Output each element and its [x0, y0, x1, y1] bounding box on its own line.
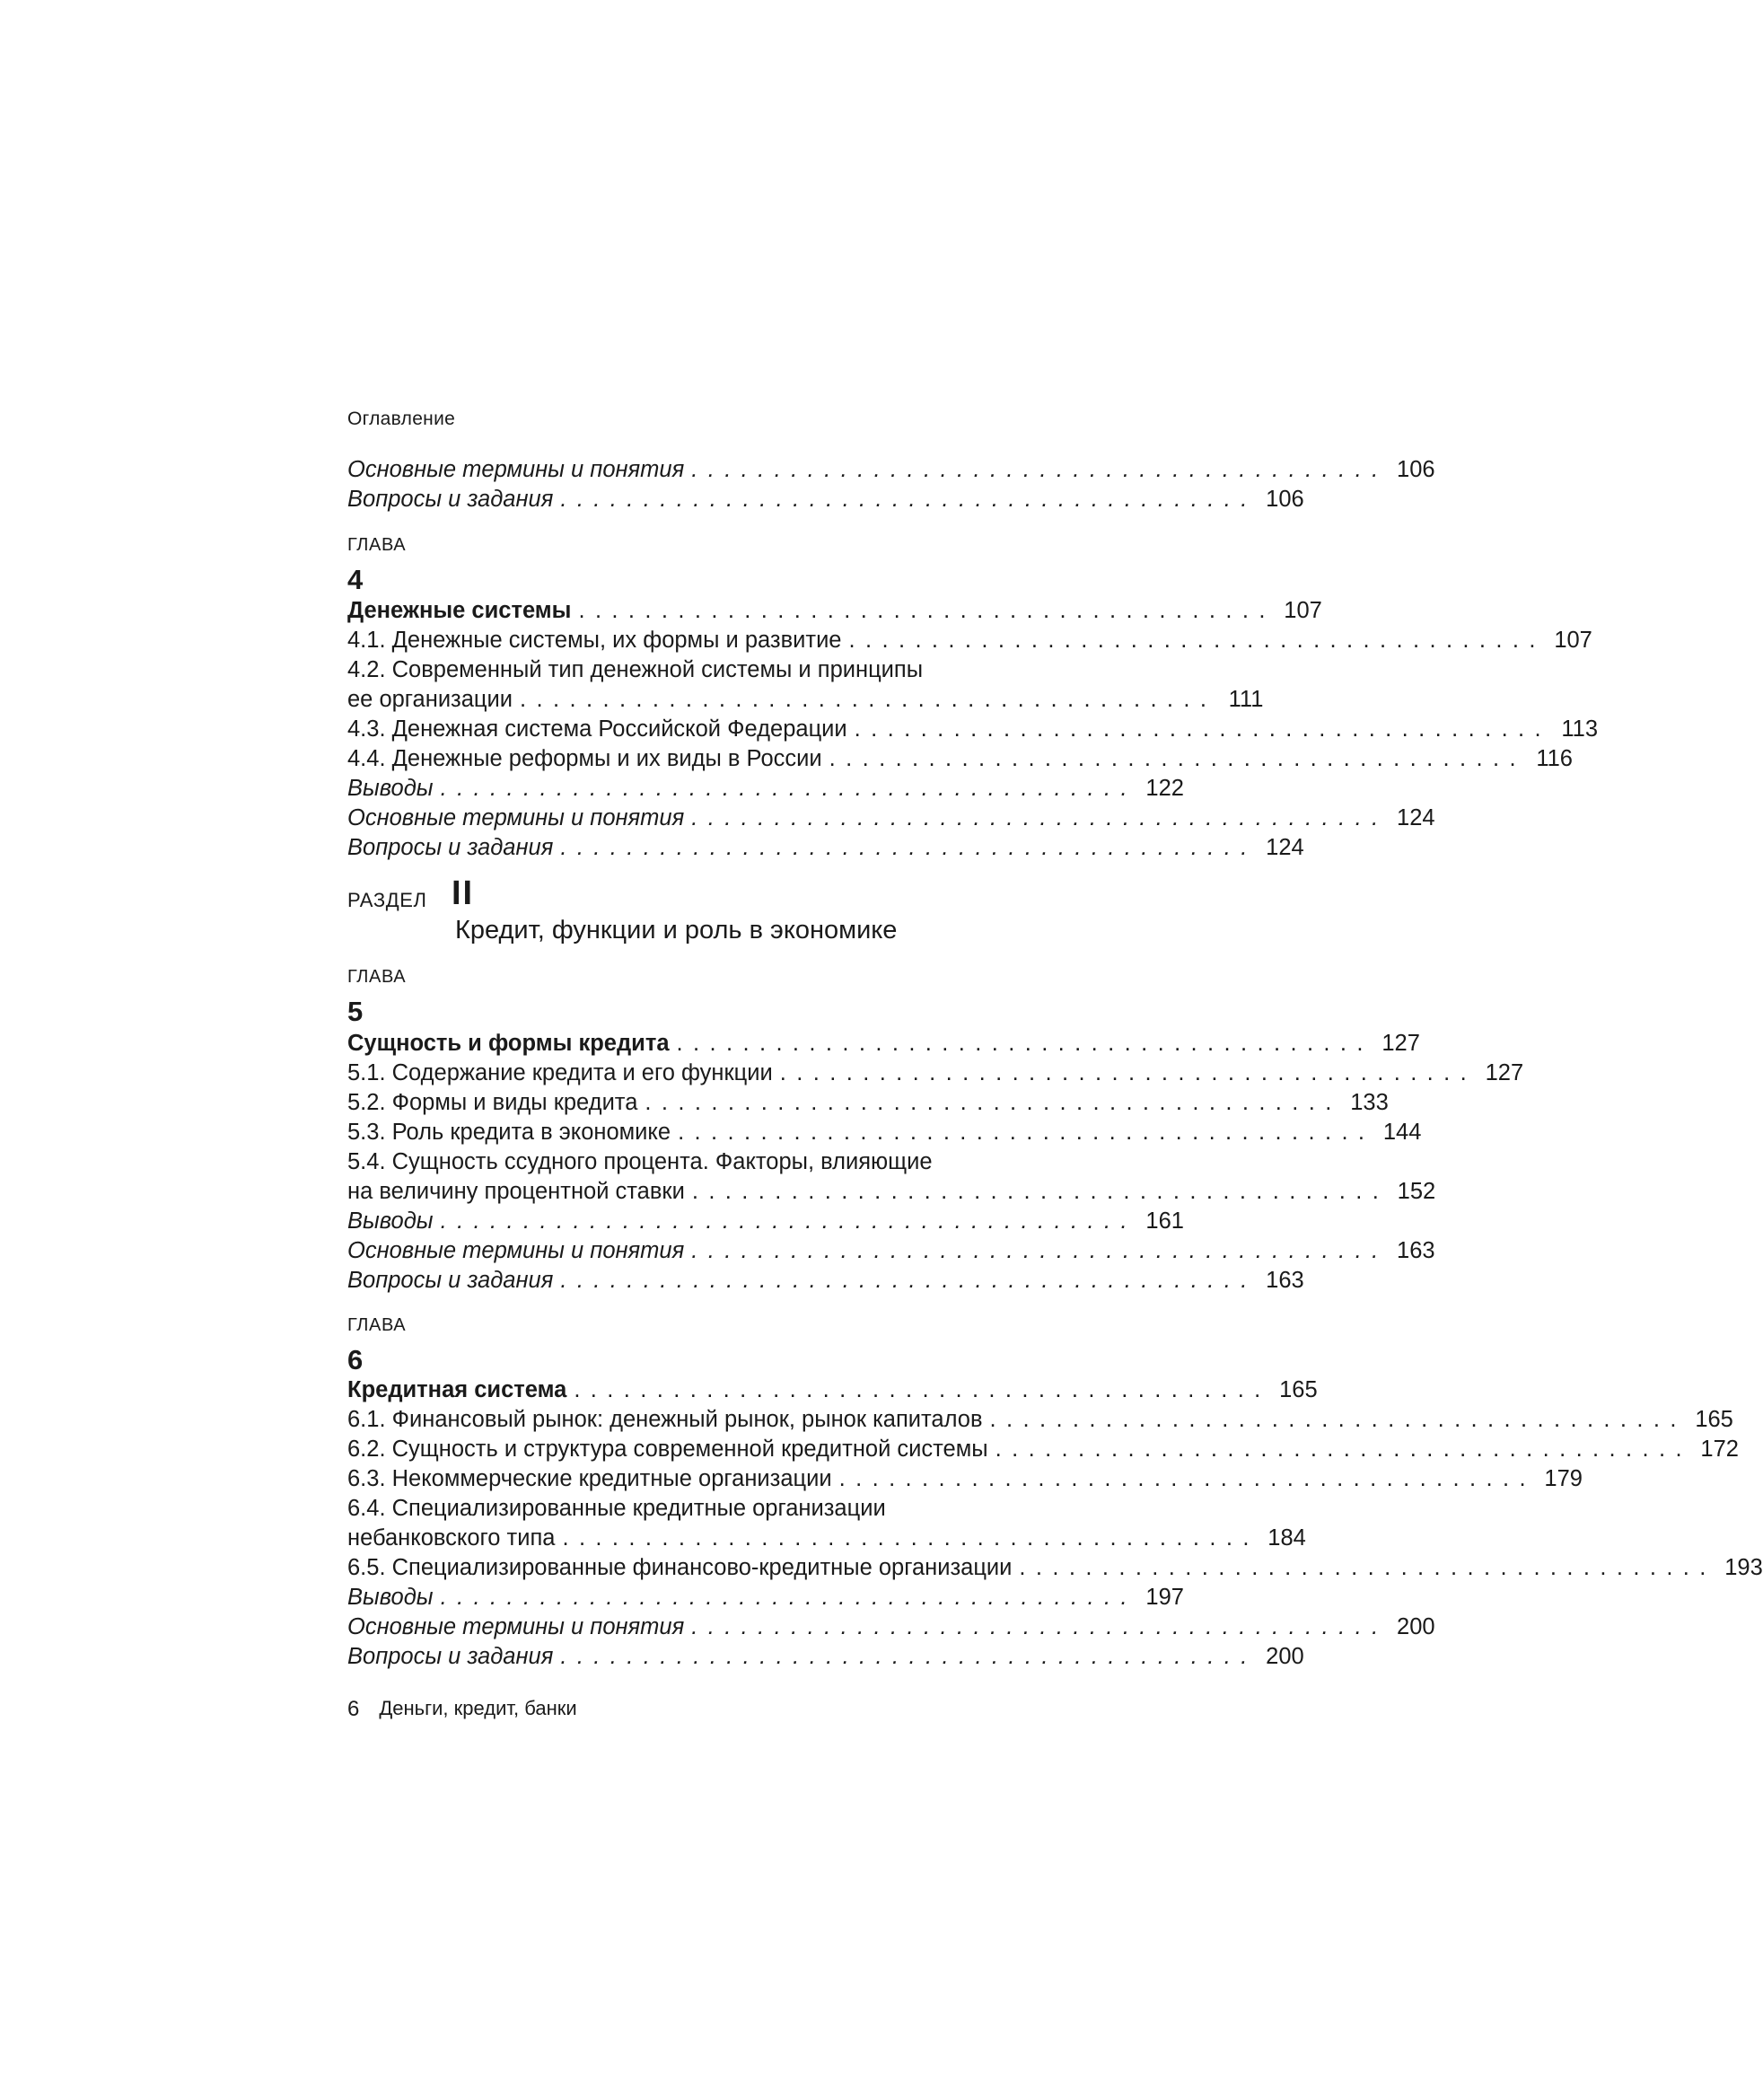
chapter-title: Сущность и формы кредита	[347, 1031, 670, 1056]
dot-leader: ..........................................	[691, 1614, 1389, 1639]
toc-entry-page: 144	[1382, 1120, 1422, 1145]
toc-entry-page: 124	[1266, 835, 1304, 860]
toc-entry-page: 133	[1350, 1090, 1389, 1115]
dot-leader: ..........................................	[562, 1525, 1259, 1551]
dot-leader: ..........................................	[779, 1060, 1478, 1085]
chapter-title-entry	[347, 1375, 1318, 1405]
toc-entry-page: 163	[1397, 1238, 1435, 1263]
dot-leader: ..........................................	[691, 457, 1389, 482]
toc-entry-page: 163	[1266, 1268, 1304, 1293]
chapter-number: 4	[347, 564, 364, 595]
toc-entry-page: 111	[1228, 687, 1264, 712]
toc-entry	[347, 1266, 1304, 1296]
toc-entry	[347, 626, 1592, 655]
toc-entry-page: 122	[1145, 776, 1184, 801]
toc-entry-page: 113	[1561, 716, 1599, 742]
chapter-title: Денежные системы	[347, 598, 572, 623]
dot-leader: ..........................................	[691, 1238, 1389, 1263]
toc-entry-page: 116	[1536, 746, 1573, 771]
toc-entry-page: 200	[1397, 1614, 1435, 1639]
toc-entry	[347, 804, 1435, 833]
toc-entry-label: Вопросы и задания	[347, 835, 554, 860]
dot-leader: ..........................................	[829, 746, 1526, 771]
toc-entry	[347, 455, 1435, 485]
toc-entry-page: 124	[1397, 805, 1435, 830]
dot-leader: ..........................................	[989, 1407, 1687, 1432]
toc-entry-page: 152	[1397, 1179, 1436, 1204]
dot-leader: ..........................................	[676, 1031, 1373, 1056]
toc-entry	[347, 1464, 1583, 1494]
toc-entry-label: ее организации	[347, 687, 513, 712]
toc-entry	[347, 1118, 1422, 1147]
toc-entry-page: 106	[1397, 457, 1435, 482]
toc-entry-page: 107	[1554, 628, 1592, 653]
running-head: Оглавление	[347, 409, 456, 429]
toc-entry	[347, 833, 1304, 863]
toc-entry-label: Основные термины и понятия	[347, 1238, 685, 1263]
chapter-kicker: ГЛАВА	[347, 535, 407, 555]
toc-entry-page: 172	[1700, 1437, 1739, 1462]
toc-entry	[347, 1583, 1184, 1612]
toc-entry-label: Вопросы и задания	[347, 1644, 554, 1669]
toc-entry-label: 5.3. Роль кредита в экономике	[347, 1120, 671, 1145]
toc-entry-label: Основные термины и понятия	[347, 1614, 685, 1639]
toc-entry	[347, 685, 1264, 715]
toc-entry	[347, 1207, 1184, 1236]
chapter-kicker: ГЛАВА	[347, 1315, 407, 1335]
toc-entry-page: 197	[1145, 1585, 1184, 1610]
book-title: Деньги, кредит, банки	[379, 1697, 577, 1719]
toc-entry-label: 6.3. Некоммерческие кредитные организации	[347, 1466, 832, 1491]
part-title: Кредит, функции и роль в экономике	[455, 916, 898, 945]
page-number: 6	[347, 1697, 360, 1721]
dot-leader: ..........................................	[560, 487, 1258, 512]
part-label: РАЗДЕЛ	[347, 889, 427, 911]
dot-leader: ..........................................	[838, 1466, 1536, 1491]
toc-entry-label: 4.3. Денежная система Российской Федерации	[347, 716, 847, 742]
dot-leader: ..........................................	[691, 1179, 1390, 1204]
dot-leader: ..........................................	[691, 805, 1389, 830]
toc-entry-label: 6.1. Финансовый рынок: денежный рынок, рынок капиталов	[347, 1407, 983, 1432]
page-footer	[347, 1697, 577, 1722]
dot-leader: ..........................................	[848, 628, 1546, 653]
toc-entry	[347, 774, 1184, 804]
dot-leader: ..........................................	[440, 1208, 1137, 1234]
toc-entry-label: Выводы	[347, 1585, 434, 1610]
toc-entry	[347, 655, 1137, 685]
dot-leader: ..........................................	[560, 835, 1258, 860]
dot-leader: ..........................................	[440, 776, 1137, 801]
dot-leader: ..........................................	[578, 598, 1276, 623]
toc-entry-label: небанковского типа	[347, 1525, 556, 1551]
toc-entry	[347, 1612, 1435, 1642]
toc-entry-page: 107	[1284, 598, 1322, 623]
toc-entry	[347, 1405, 1733, 1435]
toc-entry-label: Выводы	[347, 1208, 434, 1234]
dot-leader: ..........................................	[560, 1268, 1258, 1293]
toc-entry	[347, 1236, 1435, 1266]
toc-entry-page: 106	[1266, 487, 1304, 512]
toc-entry-label: 4.1. Денежные системы, их формы и развитие	[347, 628, 842, 653]
toc-entry	[347, 744, 1573, 774]
toc-entry-page: 193	[1724, 1555, 1763, 1580]
toc-entry-label: Выводы	[347, 776, 434, 801]
toc-entry-label: Вопросы и задания	[347, 1268, 554, 1293]
toc-entry-label: 5.1. Содержание кредита и его функции	[347, 1060, 773, 1085]
chapter-title-entry	[347, 1029, 1420, 1059]
toc-entry-label: 5.2. Формы и виды кредита	[347, 1090, 638, 1115]
toc-entry	[347, 1494, 1137, 1524]
toc-entry	[347, 485, 1304, 514]
toc-entry	[347, 1177, 1436, 1207]
toc-entry-page: 165	[1695, 1407, 1733, 1432]
toc-entry	[347, 1059, 1524, 1088]
toc-entry-label: на величину процентной ставки	[347, 1179, 685, 1204]
dot-leader: ..........................................	[560, 1644, 1258, 1669]
toc-entry-page: 127	[1485, 1060, 1524, 1085]
chapter-number: 5	[347, 996, 364, 1027]
toc-entry	[347, 1088, 1389, 1118]
toc-entry-label: Вопросы и задания	[347, 487, 554, 512]
toc-entry-page: 200	[1266, 1644, 1304, 1669]
toc-entry-page: 184	[1267, 1525, 1306, 1551]
toc-entry-label: 4.2. Современный тип денежной системы и принципы	[347, 657, 924, 682]
part-number: II	[452, 874, 475, 912]
dot-leader: ..........................................	[440, 1585, 1137, 1610]
toc-entry	[347, 1524, 1306, 1553]
toc-entry	[347, 1642, 1304, 1672]
chapter-number: 6	[347, 1344, 364, 1375]
chapter-kicker: ГЛАВА	[347, 967, 407, 987]
dot-leader: ..........................................	[574, 1377, 1271, 1402]
toc-entry-label: 6.5. Специализированные финансово-кредитные организации	[347, 1555, 1013, 1580]
dot-leader: ..........................................	[854, 716, 1552, 742]
dot-leader: ..........................................	[995, 1437, 1692, 1462]
toc-entry-page: 161	[1145, 1208, 1184, 1234]
toc-entry	[347, 1435, 1739, 1464]
toc-entry-label: 6.2. Сущность и структура современной кредитной системы	[347, 1437, 988, 1462]
toc-entry-label: Основные термины и понятия	[347, 457, 685, 482]
chapter-title: Кредитная система	[347, 1377, 567, 1402]
toc-entry-page: 127	[1381, 1031, 1420, 1056]
toc-entry-label: 4.4. Денежные реформы и их виды в России	[347, 746, 822, 771]
toc-entry	[347, 1147, 1137, 1177]
dot-leader: ..........................................	[645, 1090, 1342, 1115]
dot-leader: ..........................................	[520, 687, 1217, 712]
toc-entry-label: Основные термины и понятия	[347, 805, 685, 830]
toc-entry	[347, 715, 1599, 744]
dot-leader: ..........................................	[678, 1120, 1375, 1145]
toc-entry	[347, 1553, 1763, 1583]
toc-entry-page: 179	[1544, 1466, 1583, 1491]
toc-entry-label: 5.4. Сущность ссудного процента. Факторы, влияющие	[347, 1149, 933, 1174]
toc-entry-page: 165	[1279, 1377, 1318, 1402]
toc-entry-label: 6.4. Специализированные кредитные организации	[347, 1496, 886, 1521]
chapter-title-entry	[347, 596, 1322, 626]
dot-leader: ..........................................	[1019, 1555, 1716, 1580]
